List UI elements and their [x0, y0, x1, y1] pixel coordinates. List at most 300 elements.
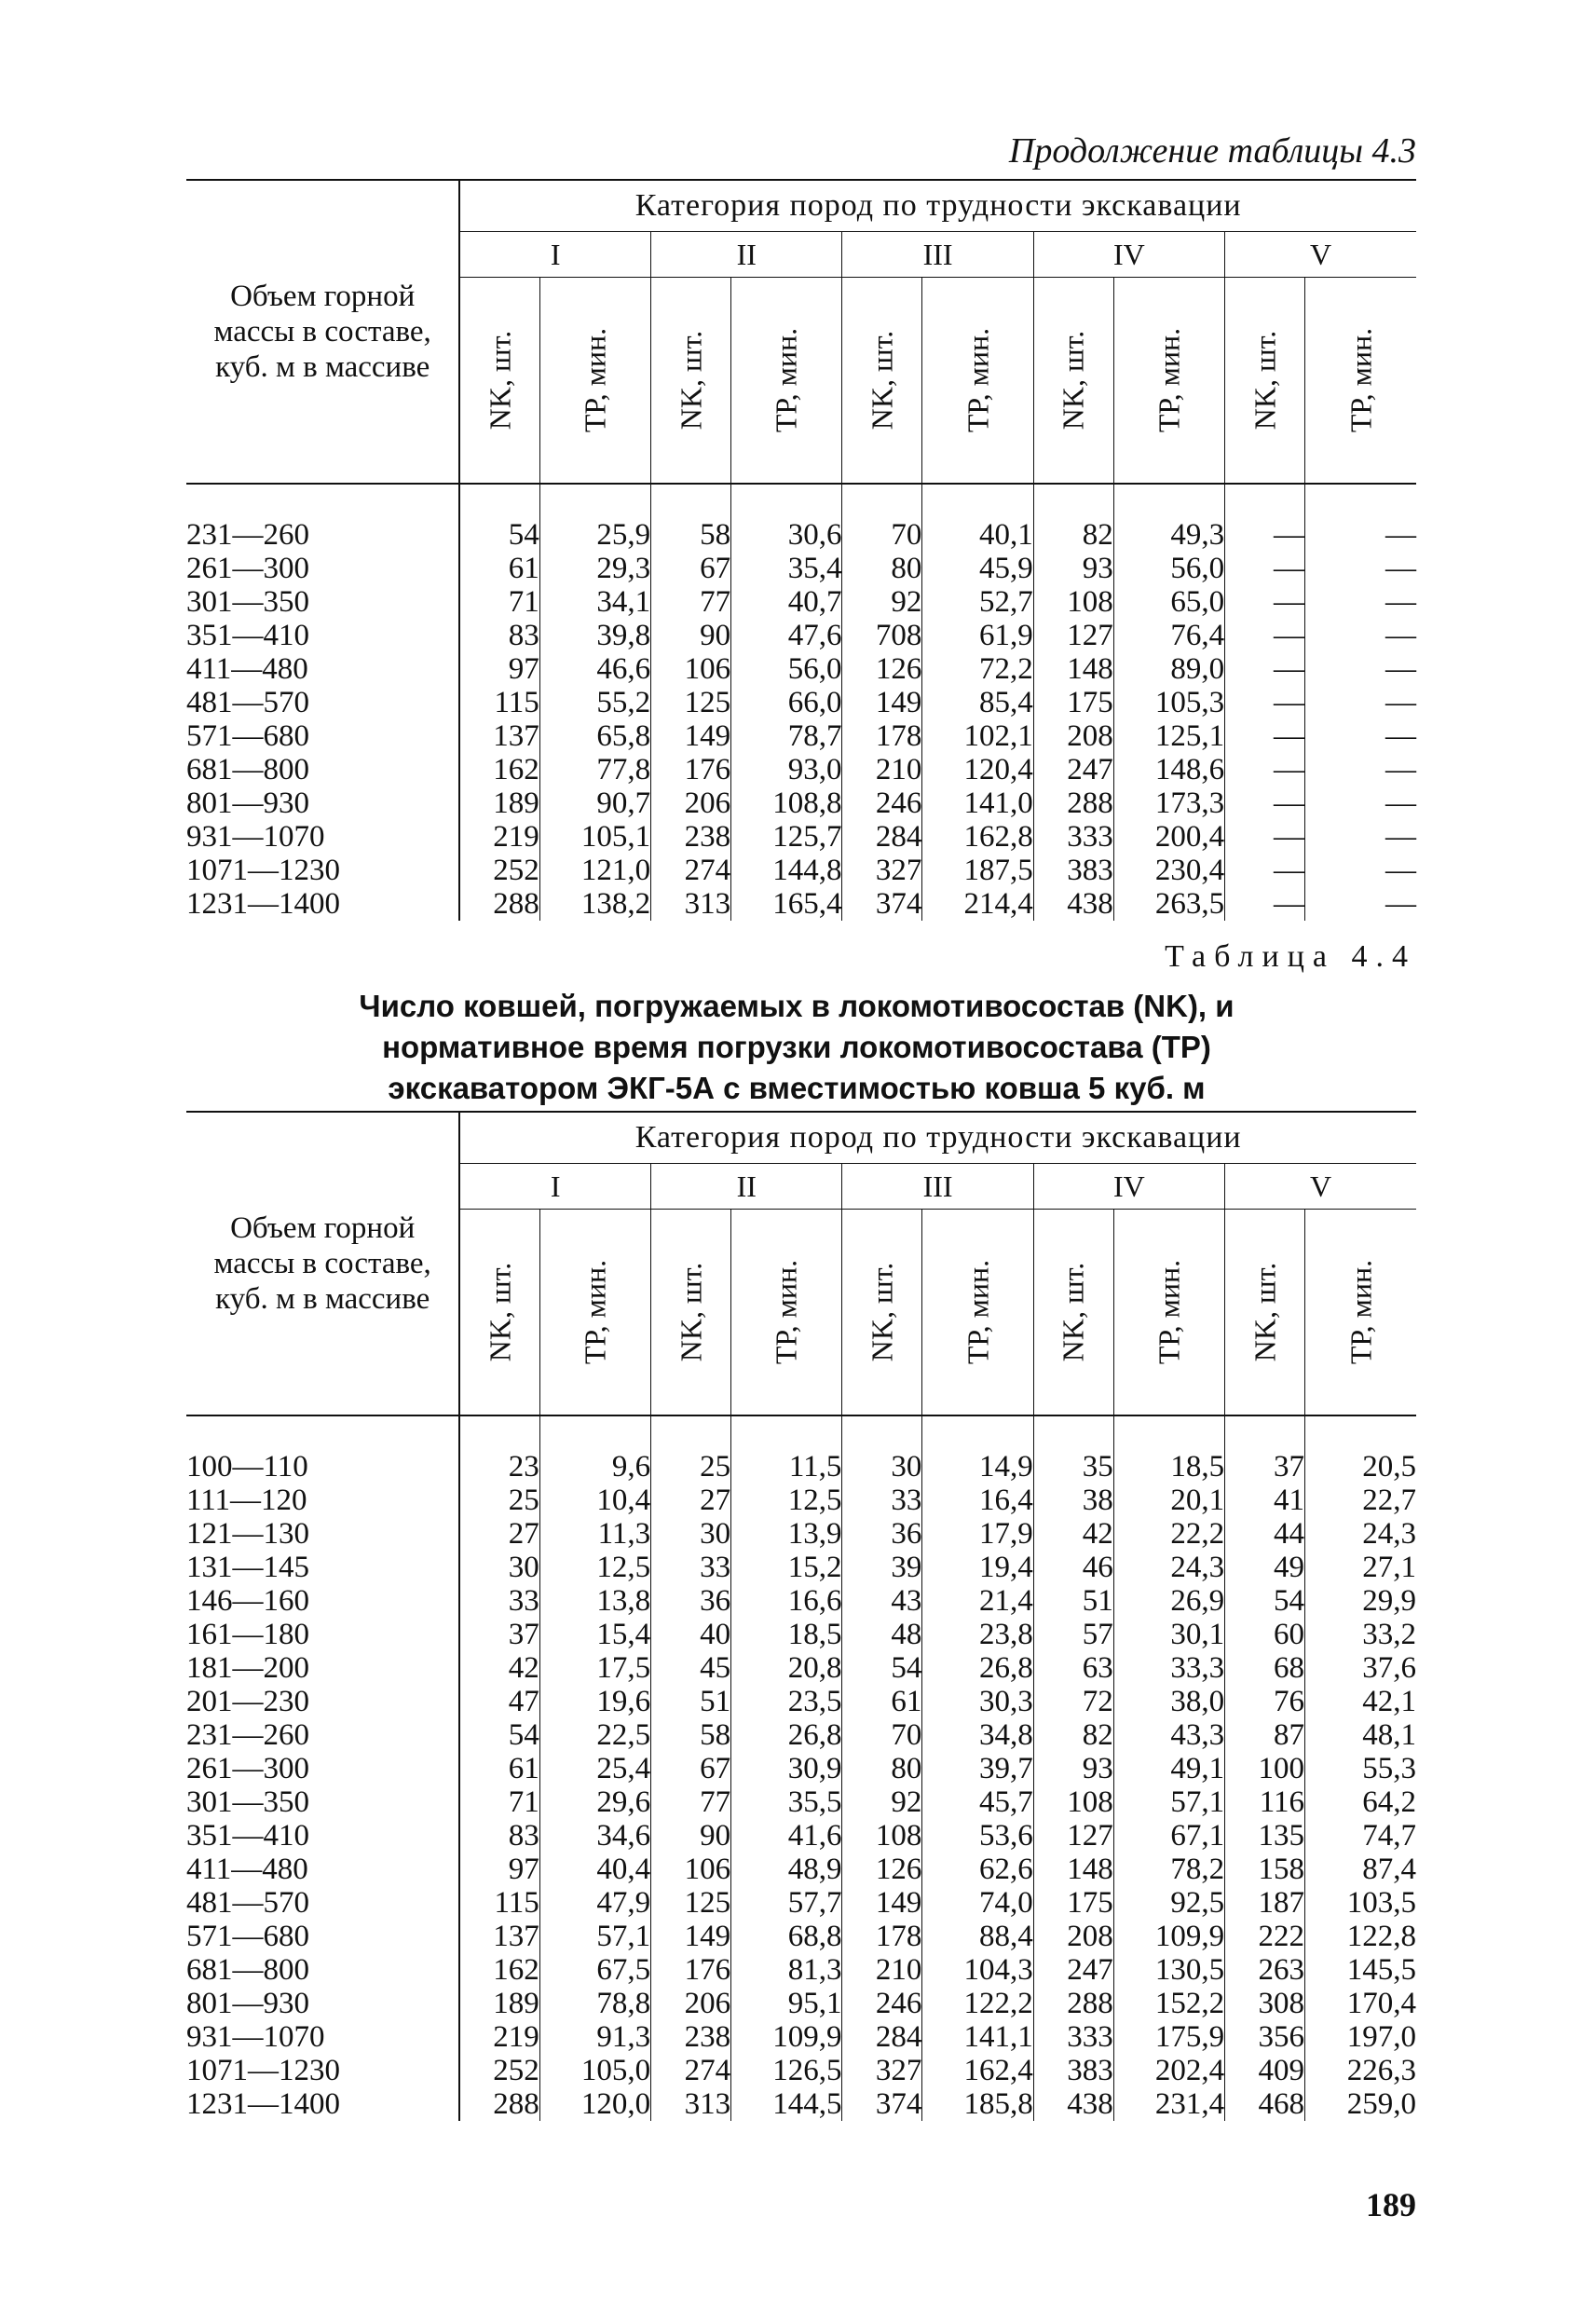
nk-label: NK, шт.: [1248, 1262, 1282, 1362]
category-header: V: [1225, 1164, 1416, 1210]
tr-value-cell: 187,5: [922, 854, 1033, 887]
nk-value-cell: 36: [842, 1517, 922, 1551]
tr-value-cell: 202,4: [1113, 2054, 1224, 2087]
nk-value-cell: 61: [459, 552, 539, 585]
nk-value-cell: 210: [842, 753, 922, 786]
tr-value-cell: 61,9: [922, 619, 1033, 652]
tr-value-cell: 78,7: [731, 719, 842, 753]
nk-value-cell: 468: [1225, 2087, 1305, 2121]
volume-range-cell: 201—230: [186, 1685, 459, 1718]
nk-value-cell: 178: [842, 1920, 922, 1953]
tr-value-cell: —: [1385, 719, 1416, 753]
volume-range-cell: 481—570: [186, 1886, 459, 1920]
volume-range-cell: 1071—1230: [186, 854, 459, 887]
tr-value-cell: 17,5: [539, 1651, 650, 1685]
table-row: [186, 1987, 1416, 2020]
volume-range-cell: 261—300: [186, 552, 459, 585]
nk-value-cell: 106: [651, 652, 731, 686]
tr-value-cell: 91,3: [539, 2020, 650, 2054]
nk-value-cell: 115: [459, 1886, 539, 1920]
nk-value-cell: —: [1225, 786, 1305, 820]
nk-value-cell: 92: [842, 585, 922, 619]
nk-value-cell: 42: [1033, 1517, 1113, 1551]
tr-value-cell: 22,7: [1362, 1484, 1416, 1517]
nk-value-cell: 68: [1225, 1651, 1305, 1685]
nk-value-cell: 90: [651, 1819, 731, 1853]
nk-value-cell: 149: [651, 1920, 731, 1953]
table-body: [186, 1415, 1416, 2121]
tr-value-cell: 12,5: [731, 1484, 842, 1517]
nk-value-cell: 82: [1033, 484, 1113, 552]
table-row: [186, 786, 1416, 820]
tr-value-cell: 19,6: [539, 1685, 650, 1718]
nk-value-cell: 54: [842, 1651, 922, 1685]
tr-value-cell: 47,9: [539, 1886, 650, 1920]
tr-value-cell: 45,9: [922, 552, 1033, 585]
nk-value-cell: 175: [1033, 686, 1113, 719]
tr-value-cell: 26,8: [731, 1718, 842, 1752]
volume-range-cell: 121—130: [186, 1517, 459, 1551]
tr-value-cell: 95,1: [731, 1987, 842, 2020]
tr-value-cell: 48,9: [731, 1853, 842, 1886]
tr-label: TP, мин.: [1344, 1259, 1378, 1365]
table-row: [186, 1484, 1416, 1517]
tr-column-header: [1113, 1210, 1224, 1416]
tr-value-cell: 89,0: [1113, 652, 1224, 686]
volume-range-cell: 161—180: [186, 1618, 459, 1651]
tr-value-cell: 197,0: [1346, 2020, 1416, 2054]
tr-value-cell: 35,4: [731, 552, 842, 585]
tr-value-cell: —: [1385, 552, 1416, 585]
nk-value-cell: 38: [1033, 1484, 1113, 1517]
nk-value-cell: 187: [1225, 1886, 1305, 1920]
nk-value-cell: 58: [651, 484, 731, 552]
tr-value-cell: 24,3: [1113, 1551, 1224, 1584]
tr-value-cell: 40,1: [922, 484, 1033, 552]
nk-value-cell: 219: [459, 820, 539, 854]
tr-value-cell: 25,4: [539, 1752, 650, 1785]
tr-value-cell: 126,5: [731, 2054, 842, 2087]
tr-value-cell: —: [1385, 786, 1416, 820]
nk-column-header: [459, 1210, 539, 1416]
tr-value-cell: 103,5: [1346, 1886, 1416, 1920]
volume-range-cell: 351—410: [186, 619, 459, 652]
tr-value-cell: 29,9: [1362, 1584, 1416, 1618]
page-number: 189: [1366, 2186, 1416, 2223]
tr-value-cell: —: [1385, 753, 1416, 786]
table-row: [186, 1886, 1416, 1920]
nk-value-cell: 126: [842, 1853, 922, 1886]
tr-value-cell: 18,5: [1113, 1415, 1224, 1484]
nk-value-cell: 106: [651, 1853, 731, 1886]
table-row: [186, 753, 1416, 786]
nk-value-cell: 175: [1033, 1886, 1113, 1920]
tr-value-cell: 122,2: [922, 1987, 1033, 2020]
tr-value-cell: 53,6: [922, 1819, 1033, 1853]
tr-value-cell: 12,5: [539, 1551, 650, 1584]
tr-value-cell: 39,8: [539, 619, 650, 652]
tr-value-cell: 56,0: [731, 652, 842, 686]
nk-value-cell: 37: [1225, 1415, 1305, 1484]
tr-column-header: [539, 278, 650, 485]
tr-value-cell: 26,8: [922, 1651, 1033, 1685]
nk-value-cell: 67: [651, 552, 731, 585]
nk-label: NK, шт.: [1248, 330, 1282, 431]
tr-value-cell: 22,2: [1113, 1517, 1224, 1551]
tr-value-cell: 16,6: [731, 1584, 842, 1618]
nk-value-cell: 222: [1225, 1920, 1305, 1953]
nk-value-cell: 219: [459, 2020, 539, 2054]
table-header: [186, 180, 1416, 484]
tr-value-cell: 152,2: [1113, 1987, 1224, 2020]
nk-label: NK, шт.: [1056, 1262, 1090, 1362]
table-row: [186, 719, 1416, 753]
tr-column-header: [1305, 1210, 1416, 1416]
volume-range-cell: 931—1070: [186, 2020, 459, 2054]
tr-value-cell: 26,9: [1113, 1584, 1224, 1618]
nk-value-cell: 149: [842, 686, 922, 719]
nk-value-cell: 246: [842, 786, 922, 820]
nk-value-cell: 30: [842, 1415, 922, 1484]
tr-label: TP, мин.: [961, 327, 995, 433]
volume-range-cell: 301—350: [186, 585, 459, 619]
tr-value-cell: 200,4: [1113, 820, 1224, 854]
nk-value-cell: 308: [1225, 1987, 1305, 2020]
nk-value-cell: 438: [1033, 2087, 1113, 2121]
tr-value-cell: 56,0: [1113, 552, 1224, 585]
category-header: III: [842, 232, 1033, 278]
nk-value-cell: 137: [459, 719, 539, 753]
volume-range-cell: 111—120: [186, 1484, 459, 1517]
nk-value-cell: 108: [1033, 1785, 1113, 1819]
tr-label: TP, мин.: [769, 1259, 803, 1365]
tr-value-cell: 40,7: [731, 585, 842, 619]
nk-label: NK, шт.: [674, 1262, 708, 1362]
tr-value-cell: 13,8: [539, 1584, 650, 1618]
tr-value-cell: 67,5: [539, 1953, 650, 1987]
table-row: [186, 887, 1416, 921]
nk-value-cell: 51: [651, 1685, 731, 1718]
nk-value-cell: 176: [651, 753, 731, 786]
tr-value-cell: 34,6: [539, 1819, 650, 1853]
nk-value-cell: 158: [1225, 1853, 1305, 1886]
tr-label: TP, мин.: [769, 327, 803, 433]
table-row: [186, 1920, 1416, 1953]
tr-value-cell: 10,4: [539, 1484, 650, 1517]
tr-value-cell: 87,4: [1362, 1853, 1416, 1886]
nk-value-cell: 83: [459, 1819, 539, 1853]
nk-value-cell: 36: [651, 1584, 731, 1618]
tr-value-cell: 16,4: [922, 1484, 1033, 1517]
tr-value-cell: 11,3: [539, 1517, 650, 1551]
tr-value-cell: 125,1: [1113, 719, 1224, 753]
volume-range-cell: 181—200: [186, 1651, 459, 1685]
tr-value-cell: 109,9: [1113, 1920, 1224, 1953]
nk-value-cell: 356: [1225, 2020, 1305, 2054]
category-header: I: [459, 232, 650, 278]
nk-value-cell: 54: [459, 1718, 539, 1752]
volume-range-cell: 231—260: [186, 1718, 459, 1752]
nk-value-cell: 25: [651, 1415, 731, 1484]
table-row: [186, 1651, 1416, 1685]
tr-value-cell: 65,8: [539, 719, 650, 753]
tr-value-cell: 109,9: [731, 2020, 842, 2054]
tr-value-cell: 141,0: [922, 786, 1033, 820]
tr-column-header: [922, 1210, 1033, 1416]
nk-value-cell: 45: [651, 1651, 731, 1685]
nk-value-cell: 274: [651, 854, 731, 887]
tr-value-cell: 141,1: [922, 2020, 1033, 2054]
category-header: II: [651, 1164, 842, 1210]
tr-value-cell: 81,3: [731, 1953, 842, 1987]
nk-label: NK, шт.: [1056, 330, 1090, 431]
tr-value-cell: 102,1: [922, 719, 1033, 753]
nk-value-cell: 71: [459, 585, 539, 619]
nk-column-header: [842, 278, 922, 485]
tr-value-cell: 144,8: [731, 854, 842, 887]
nk-value-cell: 238: [651, 2020, 731, 2054]
nk-value-cell: 238: [651, 820, 731, 854]
tr-value-cell: 130,5: [1113, 1953, 1224, 1987]
nk-value-cell: 76: [1225, 1685, 1305, 1718]
tr-value-cell: 175,9: [1113, 2020, 1224, 2054]
nk-label: NK, шт.: [483, 330, 517, 431]
tr-value-cell: 67,1: [1113, 1819, 1224, 1853]
tr-value-cell: 76,4: [1113, 619, 1224, 652]
nk-value-cell: 383: [1033, 2054, 1113, 2087]
nk-value-cell: 149: [842, 1886, 922, 1920]
volume-range-cell: 411—480: [186, 652, 459, 686]
nk-value-cell: 93: [1033, 552, 1113, 585]
tr-value-cell: 78,2: [1113, 1853, 1224, 1886]
tr-value-cell: —: [1385, 652, 1416, 686]
tr-value-cell: 30,6: [731, 484, 842, 552]
tr-value-cell: 62,6: [922, 1853, 1033, 1886]
tr-column-header: [539, 1210, 650, 1416]
tr-value-cell: 48,1: [1362, 1718, 1416, 1752]
nk-value-cell: 97: [459, 652, 539, 686]
nk-value-cell: 288: [1033, 1987, 1113, 2020]
tr-value-cell: 64,2: [1362, 1785, 1416, 1819]
volume-range-cell: 801—930: [186, 786, 459, 820]
nk-value-cell: 61: [842, 1685, 922, 1718]
tr-value-cell: 13,9: [731, 1517, 842, 1551]
tr-value-cell: 138,2: [539, 887, 650, 921]
volume-range-cell: 1231—1400: [186, 887, 459, 921]
nk-value-cell: 42: [459, 1651, 539, 1685]
nk-value-cell: —: [1225, 719, 1305, 753]
tr-value-cell: 29,6: [539, 1785, 650, 1819]
tr-value-cell: 20,1: [1113, 1484, 1224, 1517]
nk-value-cell: 93: [1033, 1752, 1113, 1785]
tr-value-cell: 78,8: [539, 1987, 650, 2020]
category-header: IV: [1033, 232, 1224, 278]
volume-range-cell: 261—300: [186, 1752, 459, 1785]
tr-value-cell: —: [1385, 854, 1416, 887]
nk-value-cell: 33: [459, 1584, 539, 1618]
tr-value-cell: 27,1: [1362, 1551, 1416, 1584]
tr-value-cell: 162,8: [922, 820, 1033, 854]
tr-value-cell: 19,4: [922, 1551, 1033, 1584]
tr-value-cell: 49,3: [1113, 484, 1224, 552]
nk-value-cell: 70: [842, 484, 922, 552]
nk-value-cell: —: [1225, 652, 1305, 686]
tr-value-cell: 23,5: [731, 1685, 842, 1718]
nk-value-cell: 409: [1225, 2054, 1305, 2087]
nk-value-cell: 126: [842, 652, 922, 686]
nk-value-cell: 125: [651, 686, 731, 719]
tr-value-cell: 49,1: [1113, 1752, 1224, 1785]
nk-value-cell: 51: [1033, 1584, 1113, 1618]
nk-value-cell: 263: [1225, 1953, 1305, 1987]
table-row: [186, 820, 1416, 854]
nk-value-cell: 288: [1033, 786, 1113, 820]
tr-value-cell: 29,3: [539, 552, 650, 585]
nk-value-cell: 77: [651, 585, 731, 619]
tr-value-cell: 17,9: [922, 1517, 1033, 1551]
tr-value-cell: 93,0: [731, 753, 842, 786]
volume-column-header: Объем горной массы в составе, куб. м в массиве: [186, 1112, 459, 1415]
tr-value-cell: 120,0: [539, 2087, 650, 2121]
nk-value-cell: 115: [459, 686, 539, 719]
nk-value-cell: —: [1225, 820, 1305, 854]
tr-value-cell: 47,6: [731, 619, 842, 652]
nk-value-cell: 40: [651, 1618, 731, 1651]
nk-value-cell: 72: [1033, 1685, 1113, 1718]
tr-value-cell: 165,4: [731, 887, 842, 921]
volume-range-cell: 146—160: [186, 1584, 459, 1618]
nk-value-cell: 41: [1225, 1484, 1305, 1517]
nk-value-cell: 148: [1033, 1853, 1113, 1886]
nk-value-cell: 313: [651, 2087, 731, 2121]
nk-value-cell: 135: [1225, 1819, 1305, 1853]
volume-column-header: Объем горной массы в составе, куб. м в массиве: [186, 180, 459, 484]
table-body: [186, 484, 1416, 921]
nk-value-cell: 57: [1033, 1618, 1113, 1651]
tr-value-cell: 21,4: [922, 1584, 1033, 1618]
tr-value-cell: 231,4: [1113, 2087, 1224, 2121]
table-row: [186, 1853, 1416, 1886]
tr-value-cell: 24,3: [1362, 1517, 1416, 1551]
table-row: [186, 686, 1416, 719]
tr-value-cell: 15,2: [731, 1551, 842, 1584]
table-row: [186, 2087, 1416, 2121]
nk-value-cell: 313: [651, 887, 731, 921]
nk-value-cell: 77: [651, 1785, 731, 1819]
nk-value-cell: 92: [842, 1785, 922, 1819]
nk-value-cell: 23: [459, 1415, 539, 1484]
nk-value-cell: —: [1225, 619, 1305, 652]
tr-value-cell: 74,7: [1362, 1819, 1416, 1853]
volume-range-cell: 801—930: [186, 1987, 459, 2020]
nk-value-cell: 383: [1033, 854, 1113, 887]
tr-value-cell: 66,0: [731, 686, 842, 719]
nk-value-cell: 25: [459, 1484, 539, 1517]
table-row: [186, 1618, 1416, 1651]
volume-range-cell: 931—1070: [186, 820, 459, 854]
tr-value-cell: 11,5: [731, 1415, 842, 1484]
tr-value-cell: 144,5: [731, 2087, 842, 2121]
nk-value-cell: 284: [842, 2020, 922, 2054]
nk-value-cell: 708: [842, 619, 922, 652]
table-row: [186, 1752, 1416, 1785]
tr-value-cell: 105,1: [539, 820, 650, 854]
tr-column-header: [1113, 278, 1224, 485]
tr-value-cell: 145,5: [1346, 1953, 1416, 1987]
category-header: II: [651, 232, 842, 278]
tr-label: TP, мин.: [961, 1259, 995, 1365]
nk-column-header: [842, 1210, 922, 1416]
nk-value-cell: 67: [651, 1752, 731, 1785]
tr-value-cell: 20,8: [731, 1651, 842, 1685]
nk-value-cell: 58: [651, 1718, 731, 1752]
nk-value-cell: 127: [1033, 619, 1113, 652]
tr-value-cell: —: [1385, 686, 1416, 719]
volume-range-cell: 1071—1230: [186, 2054, 459, 2087]
table-row: [186, 1517, 1416, 1551]
tr-value-cell: 104,3: [922, 1953, 1033, 1987]
tr-value-cell: 88,4: [922, 1920, 1033, 1953]
table-row: [186, 585, 1416, 619]
nk-value-cell: 333: [1033, 2020, 1113, 2054]
nk-value-cell: 246: [842, 1987, 922, 2020]
nk-value-cell: 149: [651, 719, 731, 753]
nk-value-cell: 189: [459, 786, 539, 820]
category-header: V: [1225, 232, 1416, 278]
nk-value-cell: 208: [1033, 719, 1113, 753]
nk-value-cell: 210: [842, 1953, 922, 1987]
nk-value-cell: 252: [459, 854, 539, 887]
tr-value-cell: 14,9: [922, 1415, 1033, 1484]
nk-value-cell: 127: [1033, 1819, 1113, 1853]
tr-value-cell: 25,9: [539, 484, 650, 552]
tr-value-cell: 173,3: [1113, 786, 1224, 820]
table-4-4: [186, 1111, 1416, 2121]
tr-value-cell: 35,5: [731, 1785, 842, 1819]
nk-value-cell: 61: [459, 1752, 539, 1785]
nk-column-header: [651, 278, 731, 485]
continuation-label: Продолжение таблицы 4.3: [1008, 131, 1416, 171]
nk-value-cell: 63: [1033, 1651, 1113, 1685]
volume-range-cell: 571—680: [186, 1920, 459, 1953]
nk-value-cell: 374: [842, 2087, 922, 2121]
nk-value-cell: 247: [1033, 753, 1113, 786]
volume-range-cell: 571—680: [186, 719, 459, 753]
tr-value-cell: —: [1385, 585, 1416, 619]
tr-value-cell: 65,0: [1113, 585, 1224, 619]
volume-range-cell: 100—110: [186, 1415, 459, 1484]
tr-value-cell: 39,7: [922, 1752, 1033, 1785]
tr-value-cell: —: [1385, 518, 1416, 552]
tr-value-cell: 185,8: [922, 2087, 1033, 2121]
nk-value-cell: 137: [459, 1920, 539, 1953]
table-row: [186, 1685, 1416, 1718]
nk-label: NK, шт.: [483, 1262, 517, 1362]
tr-value-cell: 37,6: [1362, 1651, 1416, 1685]
tr-column-header: [731, 1210, 842, 1416]
volume-range-cell: 301—350: [186, 1785, 459, 1819]
nk-value-cell: 47: [459, 1685, 539, 1718]
table-number: Таблица 4.4: [1165, 939, 1416, 974]
tr-label: TP, мин.: [578, 327, 612, 433]
nk-value-cell: 83: [459, 619, 539, 652]
nk-column-header: [1225, 1210, 1305, 1416]
tr-value-cell: 90,7: [539, 786, 650, 820]
nk-value-cell: 71: [459, 1785, 539, 1819]
tr-value-cell: 105,0: [539, 2054, 650, 2087]
tr-value-cell: 230,4: [1113, 854, 1224, 887]
tr-value-cell: 52,7: [922, 585, 1033, 619]
